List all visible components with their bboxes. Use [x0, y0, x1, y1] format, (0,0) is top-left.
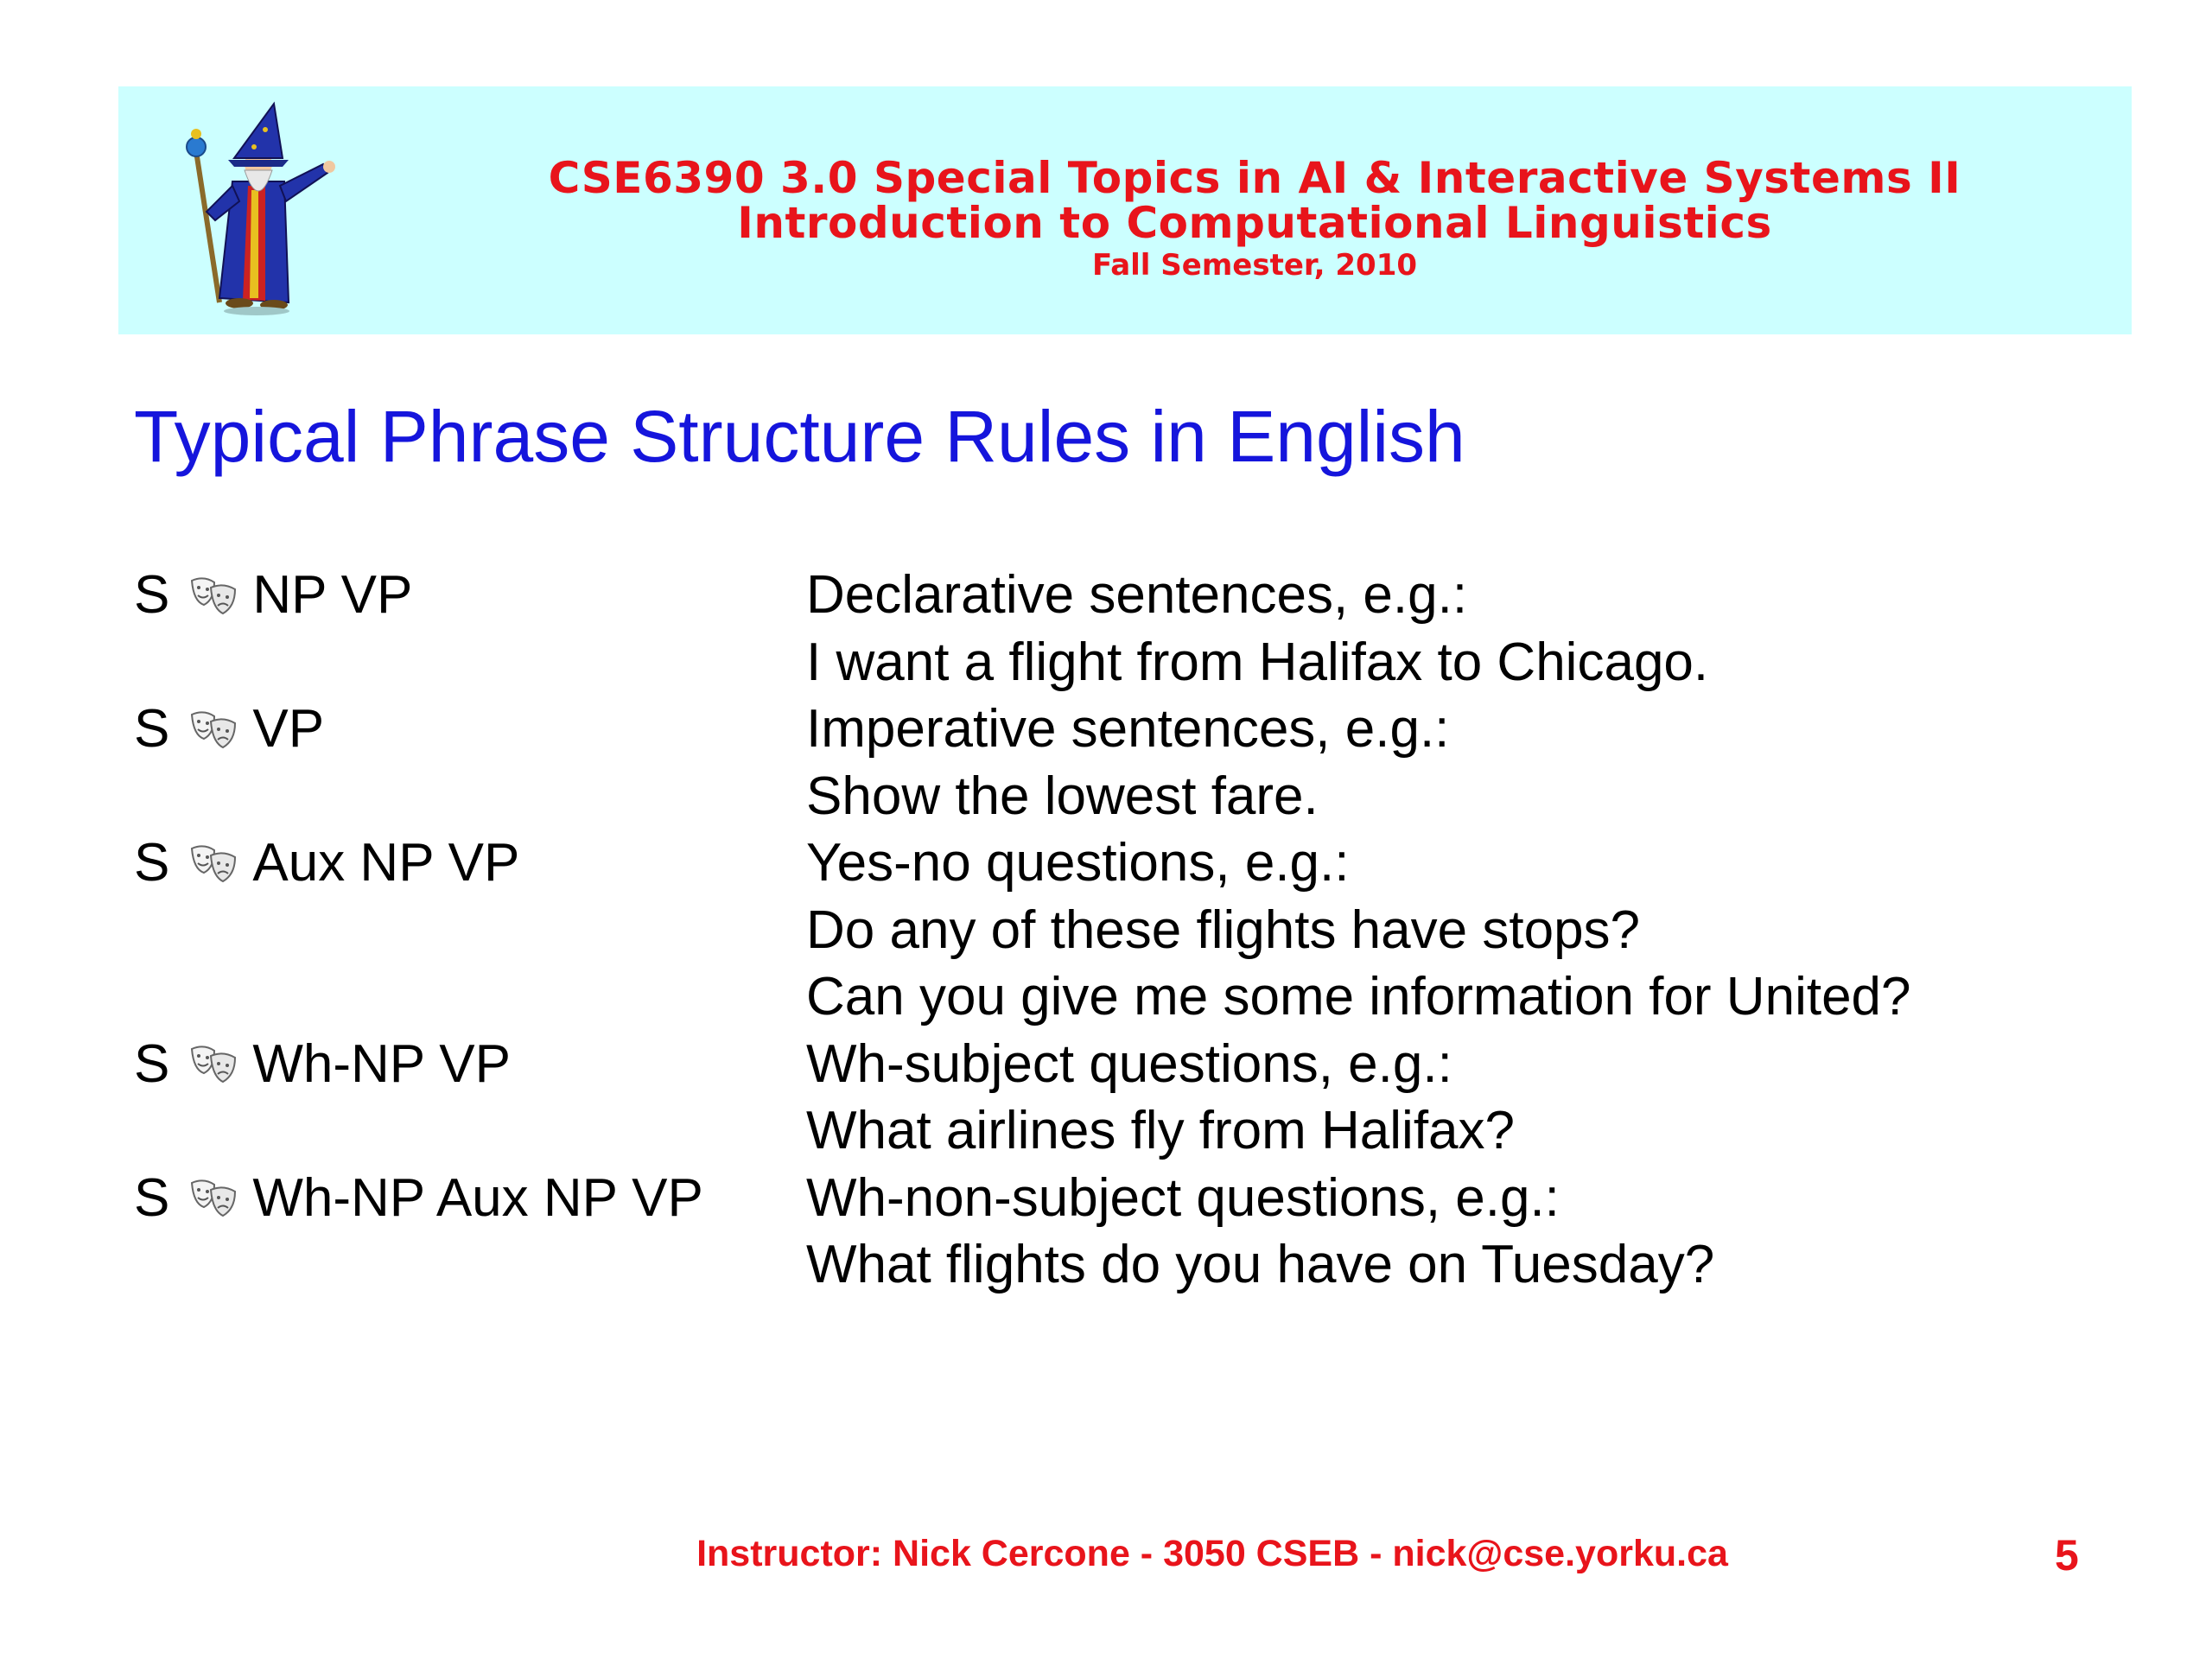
- wizard-icon: [172, 99, 345, 320]
- rule-lhs: S: [134, 699, 170, 759]
- theater-masks-icon: [187, 1176, 240, 1219]
- rule-example-line: What flights do you have on Tuesday?: [806, 1235, 1715, 1294]
- rule-lhs: S: [134, 565, 170, 625]
- rule-description: [806, 696, 2078, 830]
- rule-description-line: Wh-subject questions, e.g.:: [806, 1033, 1452, 1094]
- page-number: 5: [2055, 1531, 2079, 1580]
- rule-lhs-group: [134, 696, 806, 763]
- theater-masks-icon: [187, 842, 240, 885]
- rule-lhs: S: [134, 1033, 170, 1094]
- rule-description: [806, 1165, 2078, 1299]
- theater-masks-icon: [187, 708, 240, 751]
- rule-example-line: Do any of these flights have stops?: [806, 899, 1641, 960]
- rule-description: [806, 562, 2078, 696]
- rule-rhs: Wh-NP Aux NP VP: [252, 1167, 703, 1228]
- rules-list: [134, 562, 2078, 1299]
- rule-description: [806, 830, 2078, 1031]
- rule-row: [134, 1031, 2078, 1165]
- rule-example-line: What airlines fly from Halifax?: [806, 1101, 1516, 1160]
- semester-label: Fall Semester, 2010: [1091, 248, 1418, 283]
- rule-row: [134, 696, 2078, 830]
- rule-description: [806, 1031, 2078, 1165]
- rule-description-line: Declarative sentences, e.g.:: [806, 565, 1468, 625]
- rule-lhs: S: [134, 1167, 170, 1228]
- rule-rhs: VP: [252, 699, 325, 759]
- rule-lhs-group: [134, 1031, 806, 1098]
- footer-instructor: Instructor: Nick Cercone - 3050 CSEB - nick@cse.yorku.ca: [696, 1533, 1728, 1574]
- header-text: [378, 153, 2132, 285]
- rule-lhs: S: [134, 833, 170, 893]
- rule-description-line: Imperative sentences, e.g.:: [806, 699, 1450, 759]
- course-title: CSE6390 3.0 Special Topics in AI & Interactive Systems II: [548, 153, 1961, 203]
- rule-description-line: Yes-no questions, e.g.:: [806, 833, 1350, 893]
- rule-lhs-group: [134, 830, 806, 897]
- theater-masks-icon: [187, 574, 240, 617]
- rule-rhs: NP VP: [252, 565, 413, 625]
- slide-title: Typical Phrase Structure Rules in English: [134, 396, 1465, 477]
- rule-description-line: Wh-non-subject questions, e.g.:: [806, 1167, 1560, 1228]
- rule-lhs-group: [134, 1165, 806, 1232]
- rule-rhs: Wh-NP VP: [252, 1033, 511, 1094]
- rule-lhs-group: [134, 562, 806, 629]
- rule-rhs: Aux NP VP: [252, 833, 520, 893]
- rule-example-line: Can you give me some information for United?: [806, 967, 1911, 1027]
- course-subtitle: Introduction to Computational Linguistics: [737, 198, 1772, 248]
- rule-row: [134, 1165, 2078, 1299]
- rule-row: [134, 830, 2078, 1031]
- theater-masks-icon: [187, 1042, 240, 1085]
- rule-row: [134, 562, 2078, 696]
- rule-example-line: I want a flight from Halifax to Chicago.: [806, 632, 1709, 692]
- rule-example-line: Show the lowest fare.: [806, 766, 1319, 826]
- header-banner: [118, 86, 2132, 334]
